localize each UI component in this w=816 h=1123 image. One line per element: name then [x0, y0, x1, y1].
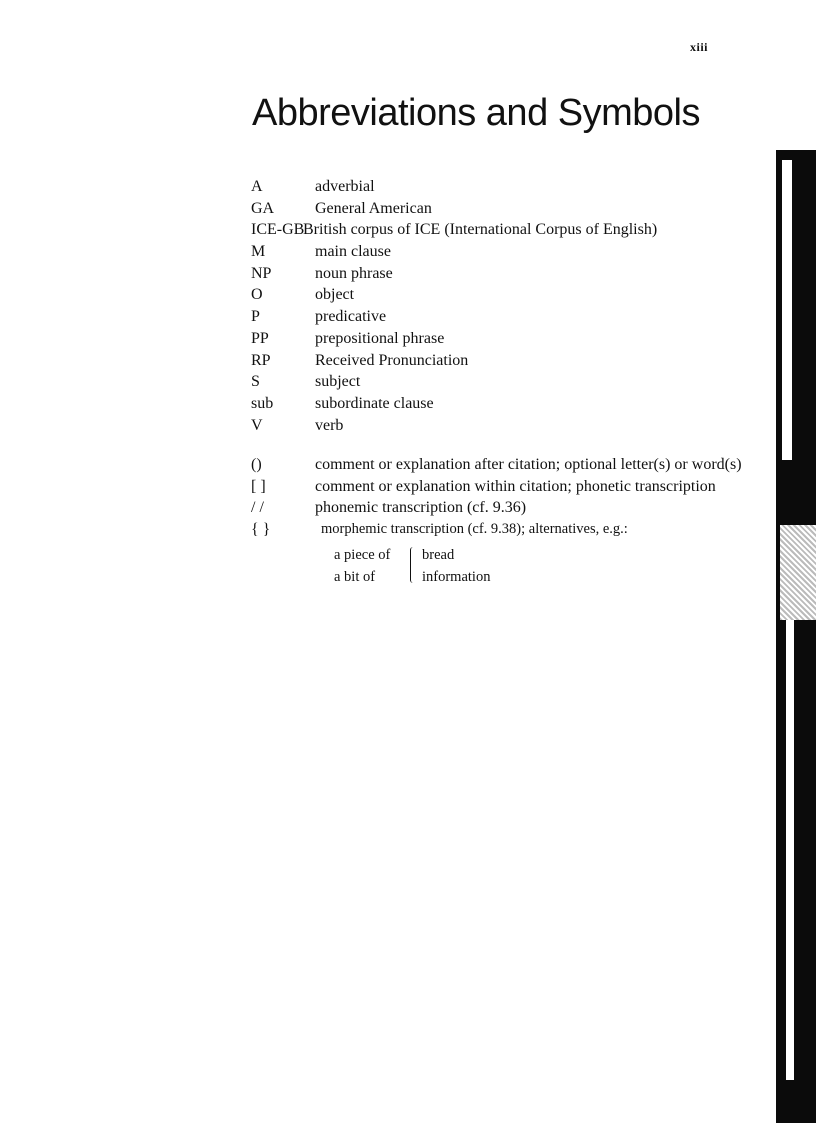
symbol-definition: comment or explanation after citation; optional letter(s) or word(s) [315, 456, 742, 473]
abbreviation-term: P [251, 308, 260, 326]
symbol-definition: phonemic transcription (cf. 9.36) [315, 499, 527, 517]
scan-binding-noise [780, 525, 816, 620]
abbreviation-definition: predicative [315, 308, 387, 326]
symbol-term: () [251, 456, 262, 473]
abbreviation-definition: object [315, 286, 355, 304]
abbreviation-term: A [251, 178, 263, 195]
scan-binding-gap [782, 160, 792, 460]
symbol-definition: comment or explanation within citation; phonetic transcription [315, 477, 716, 495]
abbreviation-definition: noun phrase [315, 264, 393, 282]
abbreviation-definition: Received Pronunciation [315, 351, 469, 369]
abbreviation-term: O [251, 286, 263, 304]
abbreviation-term: ICE-GB [251, 221, 305, 239]
curly-brace-icon [410, 547, 415, 583]
abbreviation-definition: General American [315, 199, 432, 217]
abbreviation-term: sub [251, 394, 274, 412]
abbreviation-definition: prepositional phrase [315, 329, 445, 347]
abbreviation-term: V [251, 416, 263, 434]
example-right-phrase: bread [422, 547, 455, 563]
example-right-phrase: information [422, 569, 491, 585]
symbol-definition: morphemic transcription (cf. 9.38); alternatives, e.g.: [321, 521, 628, 538]
example-left-phrase: a piece of [334, 547, 391, 563]
abbreviation-term: M [251, 243, 266, 261]
abbreviation-term: RP [251, 351, 271, 369]
page-title: Abbreviations and Symbols [252, 92, 700, 134]
abbreviation-definition: adverbial [315, 178, 375, 195]
page-number: xiii [690, 40, 709, 54]
abbreviation-definition: subject [315, 373, 361, 391]
scan-binding-gap [786, 620, 794, 1080]
symbol-term: [ ] [251, 477, 266, 495]
symbol-term: { } [251, 521, 271, 539]
symbol-term: / / [251, 499, 264, 517]
example-left-phrase: a bit of [334, 569, 376, 585]
abbreviation-definition: subordinate clause [315, 394, 434, 412]
abbreviation-definition: verb [315, 416, 344, 434]
abbreviation-term: PP [251, 329, 269, 347]
abbreviation-term: GA [251, 199, 275, 217]
abbreviation-term: NP [251, 264, 272, 282]
abbreviation-definition: British corpus of ICE (International Corpus of English) [303, 221, 658, 239]
abbreviation-term: S [251, 373, 260, 391]
abbreviation-definition: main clause [315, 243, 391, 261]
